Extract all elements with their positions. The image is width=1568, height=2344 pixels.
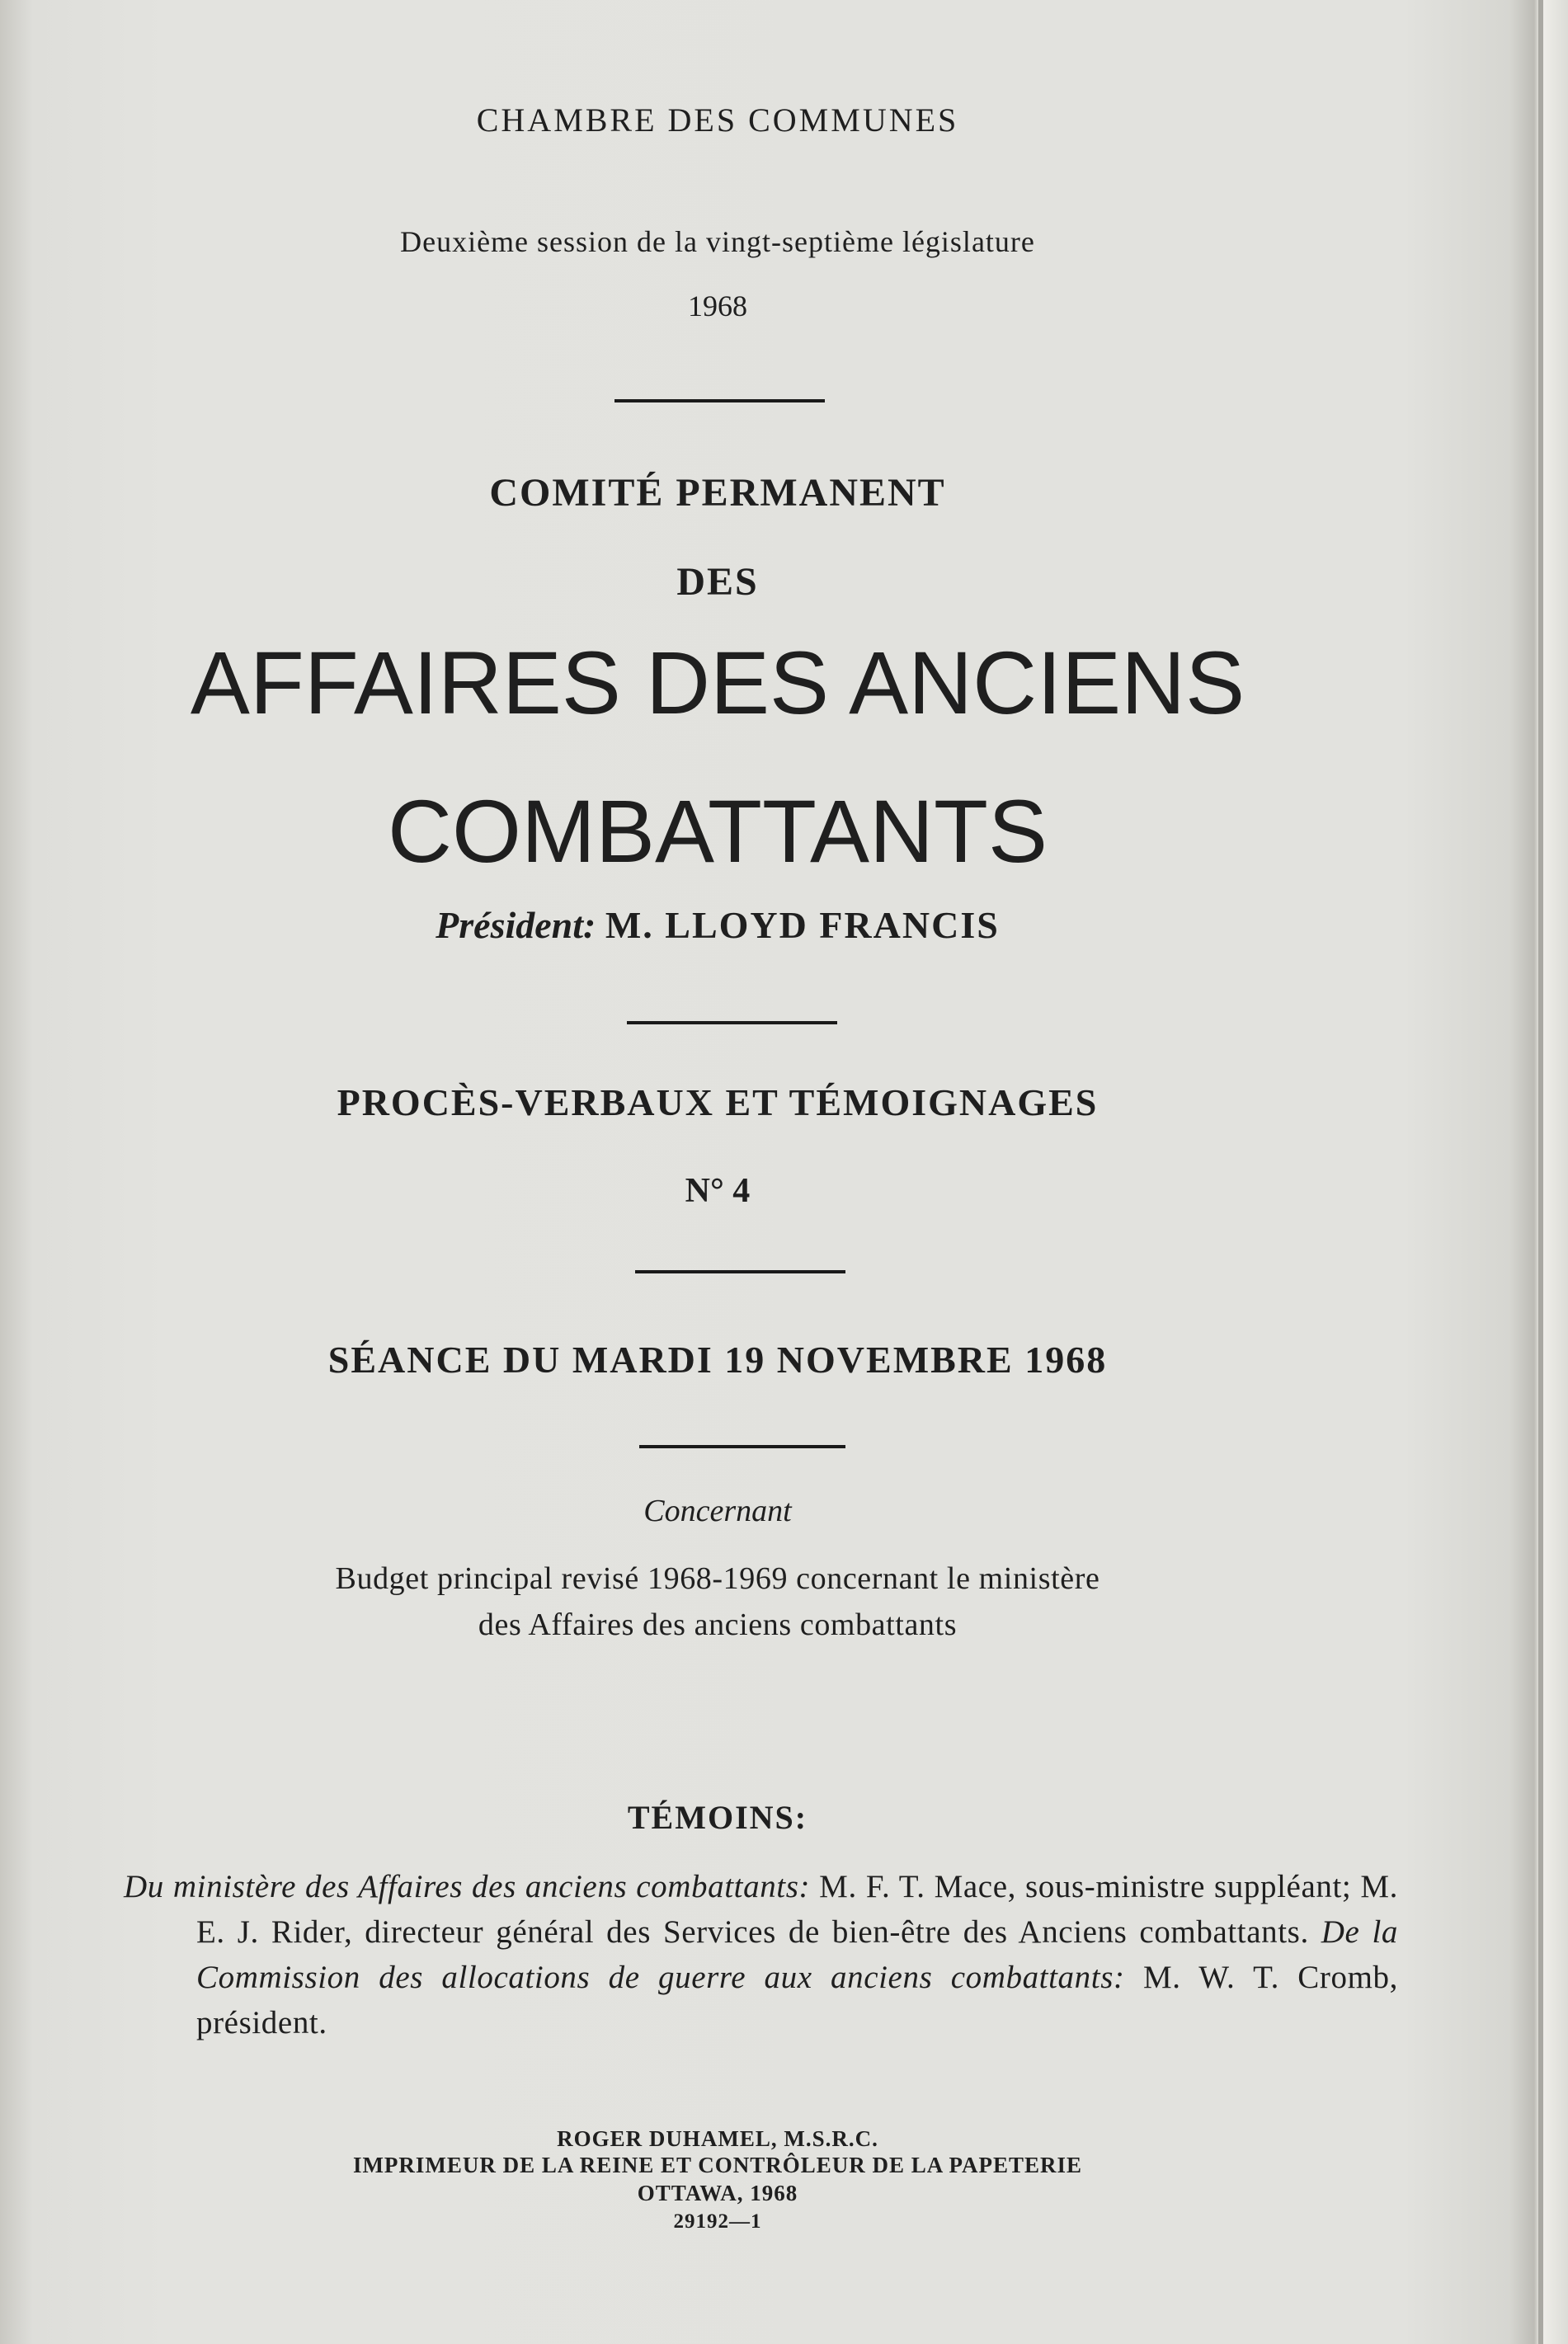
issue-number: N° 4 bbox=[685, 1172, 751, 1210]
president-line bbox=[0, 903, 1435, 947]
divider-rule-3 bbox=[635, 1270, 845, 1273]
proceedings-title: PROCÈS-VERBAUX ET TÉMOIGNAGES bbox=[337, 1081, 1099, 1123]
witness-people-1: M. F. T. Mace, sous-ministre suppléant; M. E. J. Rider, directeur général des Services de bien-être des Anciens combattants. bbox=[196, 1869, 1398, 1950]
president-name: M. LLOYD FRANCIS bbox=[605, 904, 1000, 946]
printer-code: 29192—1 bbox=[673, 2210, 762, 2233]
session-line: Deuxième session de la vingt-septième législature bbox=[400, 225, 1035, 258]
printer-city: OTTAWA, 1968 bbox=[637, 2181, 798, 2205]
divider-rule-4 bbox=[639, 1445, 845, 1448]
committee-line2: DES bbox=[676, 560, 759, 604]
witness-department-2: De la Commission des allocations de guerre aux anciens combattants: bbox=[196, 1914, 1398, 1995]
committee-line1: COMITÉ PERMANENT bbox=[489, 471, 946, 515]
subject-line1: Budget principal revisé 1968-1969 concernant le ministère bbox=[335, 1561, 1100, 1596]
printer-name: ROGER DUHAMEL, M.S.R.C. bbox=[557, 2126, 878, 2151]
divider-rule-2 bbox=[627, 1021, 837, 1024]
subject-label: Concernant bbox=[643, 1494, 792, 1528]
divider-rule-1 bbox=[614, 399, 825, 402]
witness-people-2: M. W. T. Cromb, président. bbox=[196, 1960, 1398, 2040]
page-edge bbox=[1538, 0, 1543, 2344]
president-label: Président: bbox=[436, 904, 596, 946]
house-name: CHAMBRE DES COMMUNES bbox=[476, 101, 959, 139]
printer-title: IMPRIMEUR DE LA REINE ET CONTRÔLEUR DE LA PAPETERIE bbox=[352, 2153, 1083, 2177]
session-year: 1968 bbox=[688, 289, 747, 322]
sitting-date: SÉANCE DU MARDI 19 NOVEMBRE 1968 bbox=[327, 1339, 1108, 1381]
witnesses-list bbox=[124, 1864, 1398, 2045]
witness-department-1: Du ministère des Affaires des anciens combattants: bbox=[124, 1869, 811, 1904]
witnesses-heading: TÉMOINS: bbox=[627, 1799, 808, 1836]
subject-line2: des Affaires des anciens combattants bbox=[478, 1607, 958, 1642]
committee-title-line1: AFFAIRES DES ANCIENS bbox=[190, 633, 1245, 732]
committee-title-line2: COMBATTANTS bbox=[388, 781, 1048, 881]
